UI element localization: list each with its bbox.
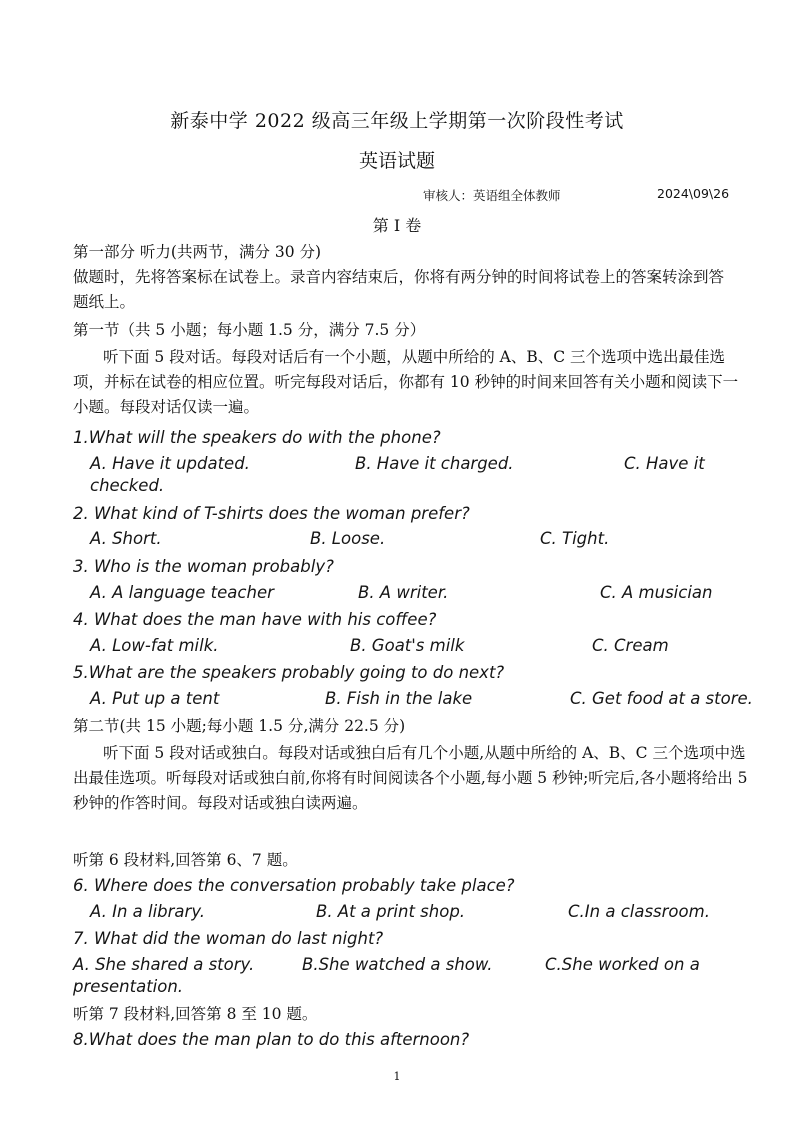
- reviewer-line: 审核人：英语组全体教师: [423, 188, 561, 203]
- question-1: 1.What will the speakers do with the phone?: [73, 428, 441, 447]
- question-2: 2. What kind of T-shirts does the woman prefer?: [73, 504, 470, 523]
- option-c: C. Get food at a store.: [570, 689, 753, 708]
- subject-title: 英语试题: [358, 150, 435, 172]
- part1-heading: 第一部分 听力(共两节，满分 30 分): [73, 243, 322, 261]
- option-c: C. A musician: [600, 583, 713, 602]
- option-b: B. Loose.: [310, 529, 386, 548]
- question-4: 4. What does the man have with his coffee?: [73, 610, 437, 629]
- option-a: A. In a library.: [90, 902, 206, 921]
- option-c-continued: presentation.: [73, 977, 184, 996]
- option-b: B. Fish in the lake: [325, 689, 473, 708]
- option-c: C. Cream: [592, 636, 669, 655]
- question-6-options: [0, 902, 794, 926]
- option-b: B. A writer.: [358, 583, 449, 602]
- question-2-options: [0, 529, 794, 553]
- question-3-options: [0, 583, 794, 607]
- material-7-note: 听第 7 段材料,回答第 8 至 10 题。: [73, 1005, 318, 1023]
- question-4-options: [0, 636, 794, 660]
- option-c: C.She worked on a: [545, 955, 700, 974]
- option-c: C. Have it: [624, 454, 705, 473]
- question-5-options: [0, 689, 794, 713]
- exam-date: 2024\09\26: [657, 186, 730, 201]
- option-b: B. Have it charged.: [355, 454, 514, 473]
- option-a: A. Short.: [90, 529, 162, 548]
- option-c-continued: checked.: [90, 476, 165, 495]
- option-a: A. Put up a tent: [90, 689, 220, 708]
- section1-heading: 第一节（共 5 小题；每小题 1.5 分，满分 7.5 分）: [73, 321, 426, 339]
- option-c: C.In a classroom.: [568, 902, 710, 921]
- option-a: A. Low-fat milk.: [90, 636, 219, 655]
- question-3: 3. Who is the woman probably?: [73, 557, 334, 576]
- option-b: B.She watched a show.: [302, 955, 493, 974]
- question-7-options: [0, 955, 794, 979]
- material-6-note: 听第 6 段材料,回答第 6、7 题。: [73, 851, 298, 869]
- exam-title: 新泰中学 2022 级高三年级上学期第一次阶段性考试: [170, 110, 624, 132]
- question-8: 8.What does the man plan to do this afternoon?: [73, 1030, 470, 1049]
- option-a: A. A language teacher: [90, 583, 274, 602]
- page-number: 1: [393, 1070, 401, 1083]
- section2-instruction: 听下面 5 段对话或独白。每段对话或独白后有几个小题,从题中所给的 A、B、C 三个选项中选出最佳选项。听每段对话或独白前,你将有时间阅读各个小题,每小题 5 秒钟;听完后,各小题将给出 5 秒钟的作答时间。每段对话或独白读两遍。: [73, 744, 748, 812]
- question-7: 7. What did the woman do last night?: [73, 929, 384, 948]
- question-1-options: [0, 454, 794, 478]
- option-b: B. Goat's milk: [350, 636, 465, 655]
- section1-instruction: 听下面 5 段对话。每段对话后有一个小题，从题中所给的 A、B、C 三个选项中选出最佳选项，并标在试卷的相应位置。听完每段对话后，你都有 10 秒钟的时间来回答有关小题和阅读下一小题。每段对话仅读一遍。: [73, 348, 739, 416]
- section2-heading: 第二节(共 15 小题;每小题 1.5 分,满分 22.5 分): [73, 717, 406, 735]
- option-a: A. Have it updated.: [90, 454, 250, 473]
- question-6: 6. Where does the conversation probably take place?: [73, 876, 515, 895]
- question-5: 5.What are the speakers probably going to do next?: [73, 663, 505, 682]
- volume-heading: 第 I 卷: [372, 216, 422, 235]
- option-b: B. At a print shop.: [316, 902, 466, 921]
- part1-instruction: 做题时，先将答案标在试卷上。录音内容结束后，你将有两分钟的时间将试卷上的答案转涂到答题纸上。: [73, 268, 725, 311]
- option-a: A. She shared a story.: [73, 955, 255, 974]
- option-c: C. Tight.: [540, 529, 610, 548]
